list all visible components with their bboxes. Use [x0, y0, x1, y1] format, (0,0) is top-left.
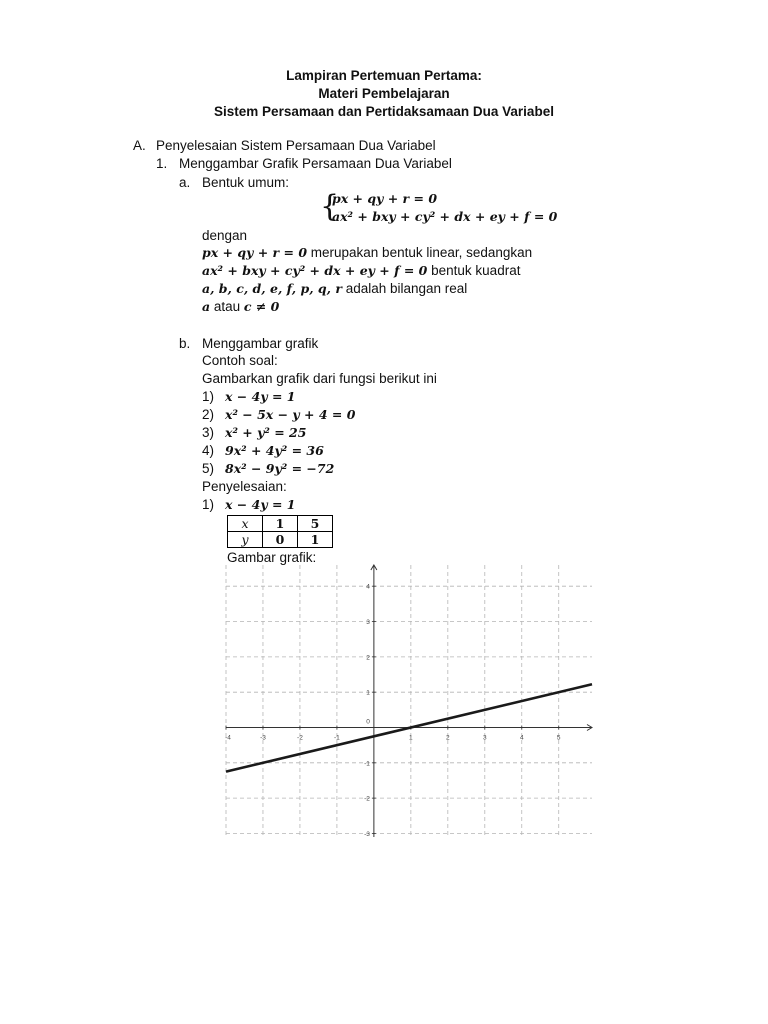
problem-2-eq: x² − 5x − y + 4 = 0 [225, 407, 356, 422]
section-a-marker: A. [133, 138, 146, 153]
sub-b-title: Menggambar grafik [202, 336, 319, 351]
table-cell: 1 [298, 532, 333, 548]
instruction-text: Gambarkan grafik dari fungsi berikut ini [202, 371, 437, 386]
sub-a-title: Bentuk umum: [202, 175, 290, 190]
problem-1-num: 1) [202, 389, 215, 404]
item-1-marker: 1. [156, 156, 168, 171]
y-tick-label: -2 [364, 795, 370, 803]
table-cell: 0 [263, 532, 298, 548]
x-tick-label: -1 [334, 734, 340, 742]
table-cell: y [228, 532, 263, 548]
header-line-3: Sistem Persamaan dan Pertidaksamaan Dua Variabel [214, 104, 554, 119]
value-table [227, 515, 333, 548]
solution-eq: x − 4y = 1 [225, 497, 296, 512]
solution-num: 1) [202, 497, 215, 512]
line-graph [226, 565, 592, 837]
section-a-title: Penyelesaian Sistem Persamaan Dua Variabel [156, 138, 436, 153]
quadratic-equation: ax² + bxy + cy² + dx + ey + f = 0 [202, 263, 428, 278]
x-tick-label: 1 [409, 734, 413, 742]
table-cell: 1 [263, 516, 298, 532]
x-tick-label: -3 [260, 734, 266, 742]
problem-3-num: 3) [202, 425, 215, 440]
y-tick-label: 3 [366, 619, 370, 627]
problem-2-num: 2) [202, 407, 215, 422]
contoh-soal-label: Contoh soal: [202, 353, 278, 368]
x-tick-label: 4 [519, 734, 524, 742]
linear-line [202, 245, 532, 260]
dengan-label: dengan [202, 228, 248, 243]
condition-a: a [202, 299, 211, 314]
table-cell: 5 [298, 516, 333, 532]
problem-5-num: 5) [202, 461, 215, 476]
graph-label: Gambar grafik: [227, 550, 317, 565]
problem-3-eq: x² + y² = 25 [225, 425, 307, 440]
x-tick-label: 5 [556, 734, 561, 742]
condition-line [202, 299, 279, 314]
problem-5-eq: 8x² − 9y² = −72 [225, 461, 335, 476]
quadratic-text: bentuk kuadrat [427, 263, 521, 278]
sub-a-marker: a. [179, 175, 191, 190]
y-tick-label: 1 [366, 689, 370, 697]
system-eq-2: ax² + bxy + cy² + dx + ey + f = 0 [332, 209, 558, 224]
x-tick-label: -4 [225, 734, 231, 742]
coefficients-line [202, 281, 467, 296]
axes [226, 565, 592, 837]
table-row [228, 516, 333, 532]
header-line-2: Materi Pembelajaran [318, 86, 450, 101]
y-tick-label: 4 [366, 583, 370, 591]
linear-text: merupakan bentuk linear, sedangkan [307, 245, 533, 260]
coefficients-text: adalah bilangan real [341, 281, 468, 296]
penyelesaian-label: Penyelesaian: [202, 479, 287, 494]
system-brace: { [320, 189, 340, 224]
x-tick-label: 3 [482, 734, 487, 742]
sub-b-marker: b. [179, 336, 191, 351]
problem-4-eq: 9x² + 4y² = 36 [225, 443, 324, 458]
item-1-title: Menggambar Grafik Persamaan Dua Variabel [179, 156, 452, 171]
header-line-1: Lampiran Pertemuan Pertama: [286, 68, 482, 83]
y-tick-label: -3 [364, 830, 370, 838]
x-tick-label: -2 [297, 734, 303, 742]
system-eq-1: px + qy + r = 0 [332, 191, 438, 206]
coefficients-list: a, b, c, d, e, f, p, q, r [202, 281, 342, 296]
grid [226, 565, 592, 837]
y-tick-label: -1 [364, 760, 370, 768]
y-tick-label: 2 [366, 654, 370, 662]
condition-text: atau [210, 299, 244, 314]
table-cell: x [228, 516, 263, 532]
linear-equation: px + qy + r = 0 [202, 245, 308, 260]
quadratic-line [202, 263, 520, 278]
origin-label: 0 [366, 718, 370, 726]
problem-4-num: 4) [202, 443, 215, 458]
x-tick-label: 2 [446, 734, 450, 742]
condition-c: c ≠ 0 [243, 299, 280, 314]
table-row [228, 532, 333, 548]
problem-1-eq: x − 4y = 1 [225, 389, 296, 404]
